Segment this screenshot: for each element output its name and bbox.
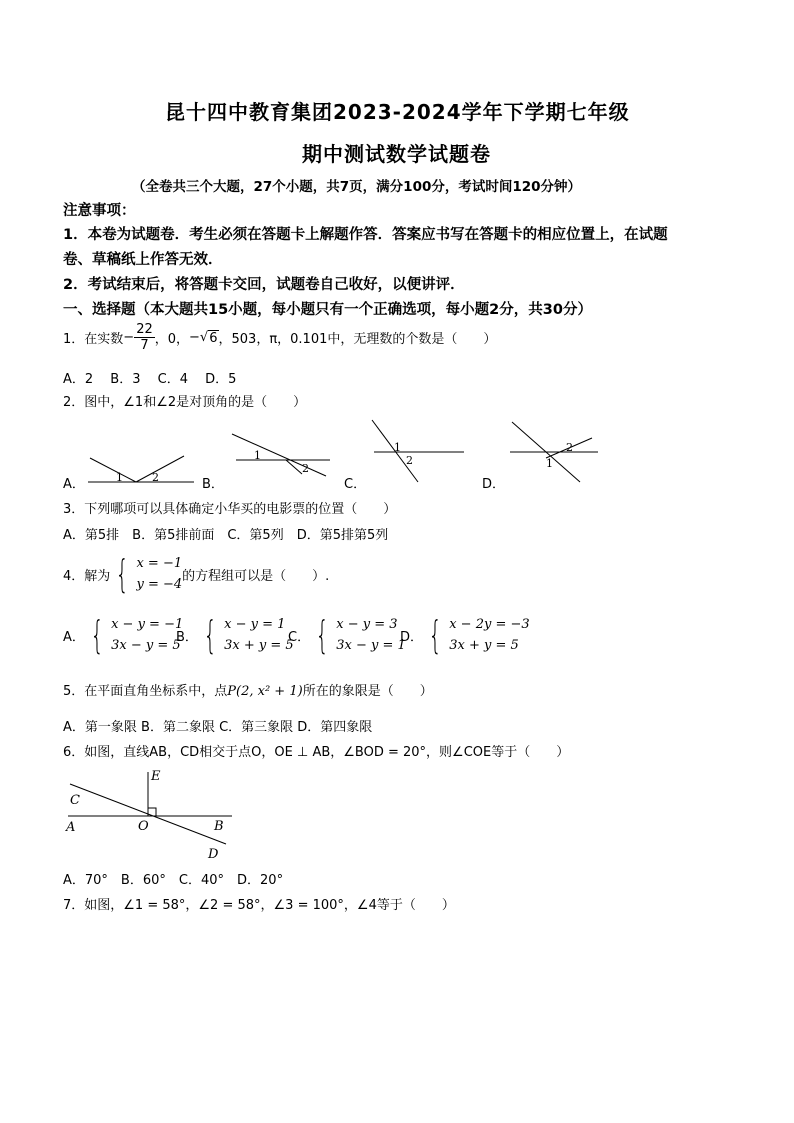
q6-label-a: A bbox=[66, 820, 76, 835]
q4-label-a: A． bbox=[63, 629, 85, 645]
question-1 bbox=[63, 322, 496, 353]
q4-option-b bbox=[176, 614, 294, 656]
q2-label-d: D． bbox=[482, 477, 506, 492]
q2c-angle-2: 2 bbox=[406, 454, 413, 467]
q4-label-c: C． bbox=[288, 629, 311, 645]
q5-pre: 5．在平面直角坐标系中，点 bbox=[63, 684, 228, 699]
exam-subtitle: 期中测试数学试题卷 bbox=[302, 142, 491, 166]
q2b-angle-2: 2 bbox=[302, 462, 309, 475]
q4-option-a bbox=[63, 614, 183, 656]
q4-pre: 4．解为 bbox=[63, 568, 111, 584]
question-4 bbox=[63, 553, 329, 595]
q6-options: A．70° B．60° C．40° D．20° bbox=[63, 873, 284, 888]
q6-label-e: E bbox=[151, 769, 161, 784]
q1-sqrt-sign: √ bbox=[199, 330, 209, 345]
q4-label-d: D． bbox=[400, 629, 424, 645]
q4a-eq-2: 3x − y = 5 bbox=[111, 638, 181, 653]
question-3: 3．下列哪项可以具体确定小华买的电影票的位置（ ） bbox=[63, 502, 397, 517]
q2d-angle-1: 1 bbox=[546, 457, 553, 470]
q5-options: A．第一象限 B．第二象限 C．第三象限 D．第四象限 bbox=[63, 720, 373, 735]
q4d-eq-1: x − 2y = −3 bbox=[449, 617, 530, 632]
q1-sqrt-neg: − bbox=[189, 330, 200, 345]
q1-neg: − bbox=[123, 330, 135, 345]
q4b-eq-2: 3x + y = 5 bbox=[224, 638, 294, 653]
q2-figure-d bbox=[506, 416, 616, 486]
q4-eq-2: y = −4 bbox=[136, 577, 183, 592]
notes-heading: 注意事项： bbox=[63, 203, 136, 219]
notes-item-1: 1．本卷为试题卷．考生必须在答题卡上解题作答．答案应书写在答题卡的相应位置上，在试题 bbox=[63, 227, 668, 243]
q4-post: 的方程组可以是（ ）. bbox=[182, 568, 330, 584]
question-6: 6．如图，直线AB，CD相交于点O，OE ⊥ AB，∠BOD = 20°，则∠COE等于（ ） bbox=[63, 745, 570, 760]
q4c-brace: { bbox=[315, 613, 329, 657]
q2d-angle-2: 2 bbox=[566, 441, 573, 454]
q1-options: A．2 B．3 C．4 D．5 bbox=[63, 372, 237, 387]
q4-label-b: B． bbox=[176, 629, 198, 645]
q1-post: ，503，π，0.101中，无理数的个数是（ ） bbox=[218, 332, 497, 347]
q1-mid: ，0， bbox=[154, 332, 190, 347]
q4-option-d bbox=[400, 614, 530, 656]
q6-label-b: B bbox=[214, 819, 224, 834]
q2-figure-a bbox=[86, 450, 196, 490]
q4-solution-system bbox=[110, 553, 182, 595]
q1-frac-num: 22 bbox=[136, 322, 153, 337]
q4d-brace: { bbox=[428, 613, 442, 657]
q6-label-c: C bbox=[70, 793, 80, 808]
q6-label-o: O bbox=[138, 819, 149, 834]
q1-fraction bbox=[134, 322, 155, 353]
q4c-eq-2: 3x − y = 1 bbox=[336, 638, 406, 653]
q4d-eq-2: 3x + y = 5 bbox=[449, 638, 519, 653]
q2-label-b: B． bbox=[202, 477, 224, 492]
q4b-eq-1: x − y = 1 bbox=[224, 617, 286, 632]
q2-figure-c bbox=[364, 416, 474, 486]
q6-label-d: D bbox=[208, 847, 219, 862]
q4a-brace: { bbox=[90, 613, 104, 657]
exam-title: 昆十四中教育集团2023-2024学年下学期七年级 bbox=[165, 100, 630, 124]
q2-label-a: A． bbox=[63, 477, 85, 492]
q5-post: 所在的象限是（ ） bbox=[302, 684, 433, 699]
q4-eq-1: x = −1 bbox=[136, 556, 183, 571]
q3-options: A．第5排 B．第5排前面 C．第5列 D．第5排第5列 bbox=[63, 528, 389, 543]
q5-point: P(2, x² + 1) bbox=[227, 684, 303, 699]
question-2: 2．图中，∠1和∠2是对顶角的是（ ） bbox=[63, 395, 307, 410]
question-7: 7．如图，∠1 = 58°，∠2 = 58°，∠3 = 100°，∠4等于（ ） bbox=[63, 898, 455, 913]
q4-brace: { bbox=[115, 552, 130, 596]
question-5 bbox=[63, 680, 433, 699]
q2b-angle-1: 1 bbox=[254, 449, 261, 462]
q4-option-c bbox=[288, 614, 406, 656]
q2-figure-b bbox=[224, 430, 334, 480]
q1-pre: 1．在实数 bbox=[63, 332, 124, 347]
section-1-heading: 一、选择题（本大题共15小题，每小题只有一个正确选项，每小题2分，共30分） bbox=[63, 302, 592, 318]
q1-frac-den: 7 bbox=[140, 338, 149, 353]
exam-info: （全卷共三个大题，27个小题，共7页，满分100分，考试时间120分钟） bbox=[132, 179, 582, 195]
q2-label-c: C． bbox=[344, 477, 367, 492]
q4a-eq-1: x − y = −1 bbox=[111, 617, 184, 632]
notes-item-1-cont: 卷、草稿纸上作答无效． bbox=[63, 252, 223, 268]
q6-figure bbox=[60, 764, 240, 864]
q4c-eq-1: x − y = 3 bbox=[336, 617, 398, 632]
q2a-angle-2: 2 bbox=[152, 471, 159, 484]
q1-sqrt-value: 6 bbox=[209, 330, 218, 346]
q2c-angle-1: 1 bbox=[394, 441, 401, 454]
notes-item-2: 2．考试结束后，将答题卡交回，试题卷自己收好，以便讲评． bbox=[63, 277, 465, 293]
q4b-brace: { bbox=[203, 613, 217, 657]
q2a-angle-1: 1 bbox=[116, 471, 123, 484]
